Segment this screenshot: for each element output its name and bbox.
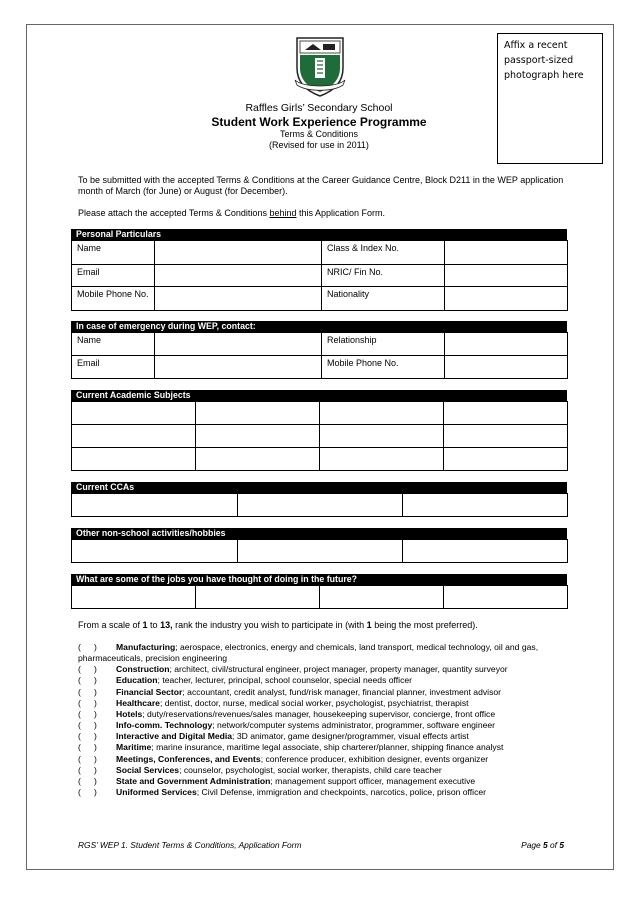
subject-cell[interactable] [320,448,444,471]
close-paren: ) [94,675,97,686]
attach-text-b: this Application Form. [296,208,386,218]
nric-label: NRIC/ Fin No. [322,265,445,287]
revision-note: (Revised for use in 2011) [269,140,369,150]
open-paren: ( [78,697,81,708]
class-index-field[interactable] [445,241,568,265]
mobile-label: Mobile Phone No. [72,287,155,311]
relationship-field[interactable] [445,333,568,356]
photo-placeholder-box[interactable] [497,33,603,164]
nric-field[interactable] [445,265,568,287]
name-field[interactable] [155,241,322,265]
rank-input-parentheses[interactable] [78,720,112,731]
industry-rank-item [78,776,570,787]
nationality-field[interactable] [445,287,568,311]
industry-name: Education [116,675,158,686]
name-label: Name [72,241,155,265]
attach-underlined: behind [269,208,297,218]
personal-particulars-header: Personal Particulars [71,229,567,240]
open-paren: ( [78,642,81,652]
rank-intro-text: From a scale of [78,620,143,630]
page-current: 5 [543,840,548,850]
industry-rank-item [78,787,570,798]
industry-name: Social Services [116,764,180,775]
subject-cell[interactable] [444,425,568,448]
close-paren: ) [94,708,97,719]
footer-page-number [460,840,564,850]
emergency-contact-table [71,332,568,379]
rank-input-parentheses[interactable] [78,675,112,686]
hobby-cell[interactable] [72,540,238,563]
photo-instruction: Affix a recent passport-sized photograph here [504,40,584,81]
job-cell[interactable] [196,586,320,609]
rank-input-parentheses[interactable] [78,642,112,653]
job-cell[interactable] [444,586,568,609]
industry-name: Meetings, Conferences, and Events [116,753,261,764]
industry-name: State and Government Administration [116,775,271,786]
footer-document-title: RGS’ WEP 1. Student Terms & Conditions, Application Form [78,840,302,850]
close-paren: ) [94,753,97,764]
industry-name: Maritime [116,742,152,753]
mobile-field[interactable] [155,287,322,311]
industry-rank-item [78,675,570,686]
rank-input-parentheses[interactable] [78,776,112,787]
industry-description: ; marine insurance, maritime legal associate, ship charterer/planner, shipping finance analyst [151,742,504,753]
industry-rank-item [78,731,570,742]
open-paren: ( [78,708,81,719]
industry-description: ; duty/reservations/revenues/sales manager, housekeeping supervisor, concierge, front office [142,708,496,719]
rank-max: 13, [160,620,173,630]
open-paren: ( [78,775,81,786]
industry-rank-item [78,709,570,720]
subject-cell[interactable] [72,448,196,471]
submission-instructions: To be submitted with the accepted Terms & Conditions at the Career Guidance Centre, Block D211 in the WEP application month of March (for June) or August (for December). [78,175,564,196]
close-paren: ) [94,775,97,786]
cca-cell[interactable] [403,494,568,517]
industry-description: ; management support officer, management executive [270,775,476,786]
industry-name: Hotels [116,708,143,719]
industry-rank-item [78,664,570,675]
open-paren: ( [78,675,81,686]
open-paren: ( [78,686,81,697]
rank-intro-text: being the most preferred). [371,620,478,630]
hobbies-table [71,539,568,563]
emergency-mobile-field[interactable] [445,356,568,379]
subject-cell[interactable] [320,402,444,425]
subject-cell[interactable] [196,425,320,448]
industry-name: Construction [116,664,170,675]
hobby-cell[interactable] [403,540,568,563]
terms-subtitle: Terms & Conditions [279,129,359,139]
class-index-label: Class & Index No. [322,241,445,265]
close-paren: ) [94,731,97,742]
rank-input-parentheses[interactable] [78,787,112,798]
subject-cell[interactable] [72,402,196,425]
close-paren: ) [94,764,97,775]
subject-cell[interactable] [196,402,320,425]
industry-description: ; network/computer systems administrator, programmer, software engineer [212,720,496,731]
industry-rank-item [78,720,570,731]
personal-particulars-table [71,240,568,311]
close-paren: ) [94,697,97,708]
subject-cell[interactable] [444,402,568,425]
industry-name: Interactive and Digital Media [116,731,233,742]
school-crest-logo [293,34,347,98]
subject-cell[interactable] [72,425,196,448]
emergency-name-field[interactable] [155,333,322,356]
ranking-instructions [78,620,568,630]
open-paren: ( [78,753,81,764]
emergency-email-field[interactable] [155,356,322,379]
page-total: 5 [559,840,564,850]
email-field[interactable] [155,265,322,287]
industry-rank-item [78,765,570,776]
close-paren: ) [94,787,97,798]
industry-name: Uniformed Services [116,787,197,798]
rank-intro-text: to [147,620,161,630]
close-paren: ) [94,642,97,652]
job-cell[interactable] [320,586,444,609]
industry-name: Manufacturing [116,642,176,652]
industry-description: ; architect, civil/structural engineer, project manager, property manager, quantity surveyor [169,664,508,675]
attach-text-a: Please attach the accepted Terms & Conditions [78,208,270,218]
job-cell[interactable] [72,586,196,609]
rank-input-parentheses[interactable] [78,709,112,720]
emergency-email-label: Email [72,356,155,379]
industry-ranking-list [78,642,570,798]
open-paren: ( [78,764,81,775]
industry-description: ; counselor, psychologist, social worker, therapists, child care teacher [179,764,442,775]
rank-input-parentheses[interactable] [78,698,112,709]
academic-subjects-header: Current Academic Subjects [71,390,567,401]
nationality-label: Nationality [322,287,445,311]
industry-rank-item [78,742,570,753]
cca-cell[interactable] [72,494,238,517]
rank-input-parentheses[interactable] [78,765,112,776]
emergency-mobile-label: Mobile Phone No. [322,356,445,379]
future-jobs-table [71,585,568,609]
industry-description: ; Civil Defense, immigration and checkpoints, narcotics, police, prison officer [196,787,487,798]
close-paren: ) [94,742,97,753]
industry-name: Info-comm. Technology [116,720,213,731]
rank-input-parentheses[interactable] [78,664,112,675]
programme-title: Student Work Experience Programme [211,115,427,129]
email-label: Email [72,265,155,287]
academic-subjects-table [71,401,568,471]
rank-intro-text: rank the industry you wish to participate in (with [172,620,367,630]
cca-cell[interactable] [238,494,403,517]
close-paren: ) [94,664,97,675]
industry-rank-item [78,642,570,664]
rank-min: 1 [142,620,148,630]
industry-description: ; dentist, doctor, nurse, medical social worker, psychologist, psychiatrist, therapist [159,697,469,708]
open-paren: ( [78,720,81,731]
open-paren: ( [78,742,81,753]
open-paren: ( [78,664,81,675]
industry-description: ; accountant, credit analyst, fund/risk manager, financial planner, investment advisor [182,686,502,697]
industry-rank-item [78,687,570,698]
hobby-cell[interactable] [238,540,403,563]
future-jobs-header: What are some of the jobs you have thought of doing in the future? [71,574,567,585]
industry-description: ; aerospace, electronics, energy and chemicals, land transport, medical technology, oil and gas, pharmaceuticals, precision engineering [78,642,539,664]
page-word: Page [521,840,544,850]
rank-input-parentheses[interactable] [78,742,112,753]
subject-cell[interactable] [320,425,444,448]
industry-description: ; 3D animator, game designer/programmer, visual effects artist [232,731,469,742]
subject-cell[interactable] [196,448,320,471]
open-paren: ( [78,787,81,798]
industry-description: ; teacher, lecturer, principal, school counselor, special needs officer [157,675,413,686]
industry-name: Healthcare [116,697,160,708]
emergency-name-label: Name [72,333,155,356]
close-paren: ) [94,686,97,697]
industry-name: Financial Sector [116,686,183,697]
rank-input-parentheses[interactable] [78,754,112,765]
page-of: of [547,840,560,850]
industry-description: ; conference producer, exhibition designer, events organizer [260,753,489,764]
industry-rank-item [78,698,570,709]
close-paren: ) [94,720,97,731]
ccas-table [71,493,568,517]
emergency-contact-header: In case of emergency during WEP, contact: [71,321,567,332]
rank-input-parentheses[interactable] [78,731,112,742]
attach-instructions [78,208,568,219]
school-name: Raffles Girls’ Secondary School [245,102,393,114]
hobbies-header: Other non-school activities/hobbies [71,528,567,539]
relationship-label: Relationship [322,333,445,356]
subject-cell[interactable] [444,448,568,471]
open-paren: ( [78,731,81,742]
ccas-header: Current CCAs [71,482,567,493]
rank-preferred: 1 [366,620,372,630]
industry-rank-item [78,754,570,765]
rank-input-parentheses[interactable] [78,687,112,698]
